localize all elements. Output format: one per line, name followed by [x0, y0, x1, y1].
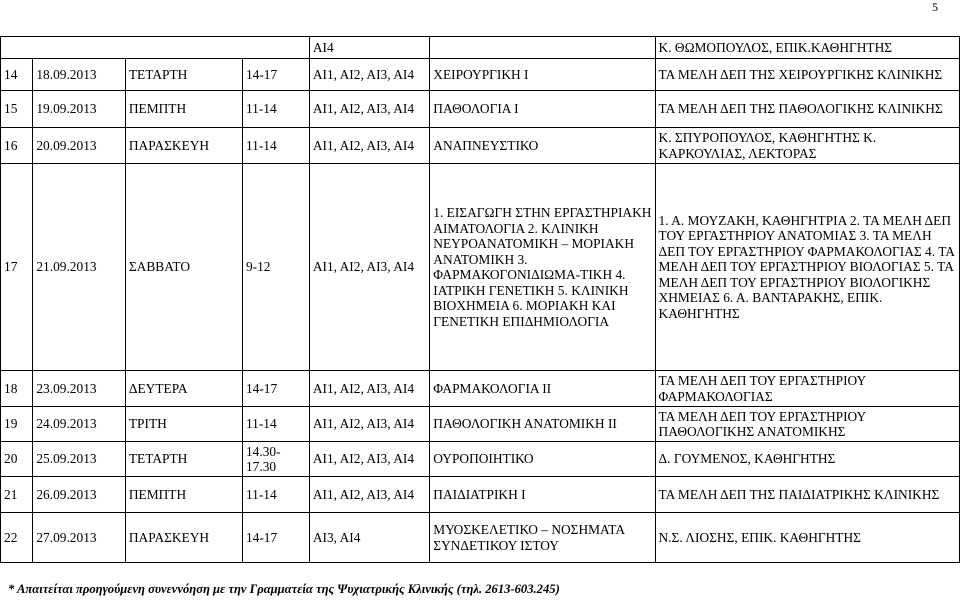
date-cell: 19.09.2013	[33, 91, 126, 128]
row-number: 19	[1, 407, 33, 442]
time-cell: 11-14	[242, 91, 309, 128]
subject-cell: ΑΝΑΠΝΕΥΣΤΙΚΟ	[430, 128, 655, 164]
row-number: 22	[1, 513, 33, 563]
groups-cell: ΑΙ1, ΑΙ2, ΑΙ3, ΑΙ4	[309, 407, 429, 442]
day-cell: ΣΑΒΒΑΤΟ	[125, 164, 242, 371]
date-cell: 23.09.2013	[33, 371, 126, 407]
time-cell: 14-17	[242, 513, 309, 563]
page-number: 5	[932, 0, 938, 14]
date-cell: 18.09.2013	[33, 59, 126, 91]
time-cell: 11-14	[242, 477, 309, 513]
time-cell: 11-14	[242, 128, 309, 164]
tutor-cell: Κ. ΣΠΥΡΟΠΟΥΛΟΣ, ΚΑΘΗΓΗΤΗΣ Κ. ΚΑΡΚΟΥΛΙΑΣ, ΛΕΚΤΟΡΑΣ	[655, 128, 959, 164]
tutor-cell: 1. Α. ΜΟΥΖΑΚΗ, ΚΑΘΗΓΗΤΡΙΑ 2. ΤΑ ΜΕΛΗ ΔΕΠ ΤΟΥ ΕΡΓΑΣΤΗΡΙΟΥ ΑΝΑΤΟΜΙΑΣ 3. ΤΑ ΜΕΛΗ ΔΕΠ ΤΟΥ ΕΡΓΑΣΤΗΡΙΟΥ ΦΑΡΜΑΚΟΛΟΓΙΑΣ 4. ΤΑ ΜΕΛΗ ΔΕΠ ΤΟΥ ΕΡΓΑΣΤΗΡΙΟΥ ΒΙΟΛΟΓΙΑΣ 5. ΤΑ ΜΕΛΗ ΔΕΠ ΤΟΥ ΕΡΓΑΣΤΗΡΙΟΥ ΒΙΟΛΟΓΙΚΗΣ ΧΗΜΕΙΑΣ 6. Α. ΒΑΝΤΑΡΑΚΗΣ, ΕΠΙΚ. ΚΑΘΗΓΗΤΗΣ	[655, 164, 959, 371]
time-cell: 14.30-17.30	[242, 442, 309, 477]
time-cell: 14-17	[242, 371, 309, 407]
subject-cell: 1. ΕΙΣΑΓΩΓΗ ΣΤΗΝ ΕΡΓΑΣΤΗΡΙΑΚΗ ΑΙΜΑΤΟΛΟΓΙΑ 2. ΚΛΙΝΙΚΗ ΝΕΥΡΟΑΝΑΤΟΜΙΚΗ – ΜΟΡΙΑΚΗ ΑΝΑΤΟΜΙΚΗ 3. ΦΑΡΜΑΚΟΓΟΝΙΔΙΩΜΑ-ΤΙΚΗ 4. ΙΑΤΡΙΚΗ ΓΕΝΕΤΙΚΗ 5. ΚΛΙΝΙΚΗ ΒΙΟΧΗΜΕΙΑ 6. ΜΟΡΙΑΚΗ ΚΑΙ ΓΕΝΕΤΙΚΗ ΕΠΙΔΗΜΙΟΛΟΓΙΑ	[430, 164, 655, 371]
tutor-cell: ΤΑ ΜΕΛΗ ΔΕΠ ΤΗΣ ΠΑΙΔΙΑΤΡΙΚΗΣ ΚΛΙΝΙΚΗΣ	[655, 477, 959, 513]
tutor-cell: ΤΑ ΜΕΛΗ ΔΕΠ ΤΗΣ ΧΕΙΡΟΥΡΓΙΚΗΣ ΚΛΙΝΙΚΗΣ	[655, 59, 959, 91]
day-cell: ΔΕΥΤΕΡΑ	[125, 371, 242, 407]
table-row	[1, 407, 960, 442]
groups-cell: ΑΙ1, ΑΙ2, ΑΙ3, ΑΙ4	[309, 442, 429, 477]
time-cell: 9-12	[242, 164, 309, 371]
row-number: 17	[1, 164, 33, 371]
row-number: 20	[1, 442, 33, 477]
row-number: 15	[1, 91, 33, 128]
subject-cell: ΠΑΘΟΛΟΓΙΑ Ι	[430, 91, 655, 128]
table-row	[1, 371, 960, 407]
day-cell: ΤΕΤΑΡΤΗ	[125, 59, 242, 91]
row-number: 18	[1, 371, 33, 407]
table-row	[1, 91, 960, 128]
row-number: 21	[1, 477, 33, 513]
tutor-cell: Δ. ΓΟΥΜΕΝΟΣ, ΚΑΘΗΓΗΤΗΣ	[655, 442, 959, 477]
table-row	[1, 513, 960, 563]
table-row	[1, 128, 960, 164]
groups-cell: ΑΙ1, ΑΙ2, ΑΙ3, ΑΙ4	[309, 91, 429, 128]
date-cell: 27.09.2013	[33, 513, 126, 563]
subject-cell: ΧΕΙΡΟΥΡΓΙΚΗ Ι	[430, 59, 655, 91]
day-cell: ΤΡΙΤΗ	[125, 407, 242, 442]
day-cell: ΠΑΡΑΣΚΕΥΗ	[125, 513, 242, 563]
table-row	[1, 37, 960, 59]
groups-cell: ΑΙ1, ΑΙ2, ΑΙ3, ΑΙ4	[309, 164, 429, 371]
row-number: 14	[1, 59, 33, 91]
schedule-table	[0, 36, 960, 563]
subject-cell: ΠΑΙΔΙΑΤΡΙΚΗ Ι	[430, 477, 655, 513]
day-cell: ΠΕΜΠΤΗ	[125, 477, 242, 513]
date-cell: 26.09.2013	[33, 477, 126, 513]
tutor-cell: ΤΑ ΜΕΛΗ ΔΕΠ ΤΟΥ ΕΡΓΑΣΤΗΡΙΟΥ ΦΑΡΜΑΚΟΛΟΓΙΑΣ	[655, 371, 959, 407]
footnote: * Απαιτείται προηγούμενη συνεννόηση με την Γραμματεία της Ψυχιατρικής Κλινικής (τηλ. 2613-603.245)	[8, 582, 560, 596]
time-cell: 14-17	[242, 59, 309, 91]
tutor-cell: ΤΑ ΜΕΛΗ ΔΕΠ ΤΟΥ ΕΡΓΑΣΤΗΡΙΟΥ ΠΑΘΟΛΟΓΙΚΗΣ ΑΝΑΤΟΜΙΚΗΣ	[655, 407, 959, 442]
groups-cell: ΑΙ1, ΑΙ2, ΑΙ3, ΑΙ4	[309, 477, 429, 513]
date-cell: 24.09.2013	[33, 407, 126, 442]
day-cell: ΠΑΡΑΣΚΕΥΗ	[125, 128, 242, 164]
tutor-cell: Ν.Σ. ΛΙΟΣΗΣ, ΕΠΙΚ. ΚΑΘΗΓΗΤΗΣ	[655, 513, 959, 563]
blank-cell	[1, 37, 310, 59]
groups-cell: ΑΙ1, ΑΙ2, ΑΙ3, ΑΙ4	[309, 59, 429, 91]
time-cell: 11-14	[242, 407, 309, 442]
groups-cell: ΑΙ1, ΑΙ2, ΑΙ3, ΑΙ4	[309, 371, 429, 407]
subject-cell: ΟΥΡΟΠΟΙΗΤΙΚΟ	[430, 442, 655, 477]
date-cell: 25.09.2013	[33, 442, 126, 477]
blank-cell	[430, 37, 655, 59]
tutor-cell: Κ. ΘΩΜΟΠΟΥΛΟΣ, ΕΠΙΚ.ΚΑΘΗΓΗΤΗΣ	[655, 37, 959, 59]
subject-cell: ΜΥΟΣΚΕΛΕΤΙΚΟ – ΝΟΣΗΜΑΤΑ ΣΥΝΔΕΤΙΚΟΥ ΙΣΤΟΥ	[430, 513, 655, 563]
subject-cell: ΦΑΡΜΑΚΟΛΟΓΙΑ ΙΙ	[430, 371, 655, 407]
tutor-cell: ΤΑ ΜΕΛΗ ΔΕΠ ΤΗΣ ΠΑΘΟΛΟΓΙΚΗΣ ΚΛΙΝΙΚΗΣ	[655, 91, 959, 128]
day-cell: ΠΕΜΠΤΗ	[125, 91, 242, 128]
subject-cell: ΠΑΘΟΛΟΓΙΚΗ ΑΝΑΤΟΜΙΚΗ ΙΙ	[430, 407, 655, 442]
groups-cell: ΑΙ3, ΑΙ4	[309, 513, 429, 563]
day-cell: ΤΕΤΑΡΤΗ	[125, 442, 242, 477]
groups-cell: ΑΙ1, ΑΙ2, ΑΙ3, ΑΙ4	[309, 128, 429, 164]
date-cell: 20.09.2013	[33, 128, 126, 164]
table-row	[1, 442, 960, 477]
table-row	[1, 59, 960, 91]
groups-cell: ΑΙ4	[309, 37, 429, 59]
date-cell: 21.09.2013	[33, 164, 126, 371]
row-number: 16	[1, 128, 33, 164]
table-row	[1, 477, 960, 513]
table-row	[1, 164, 960, 371]
